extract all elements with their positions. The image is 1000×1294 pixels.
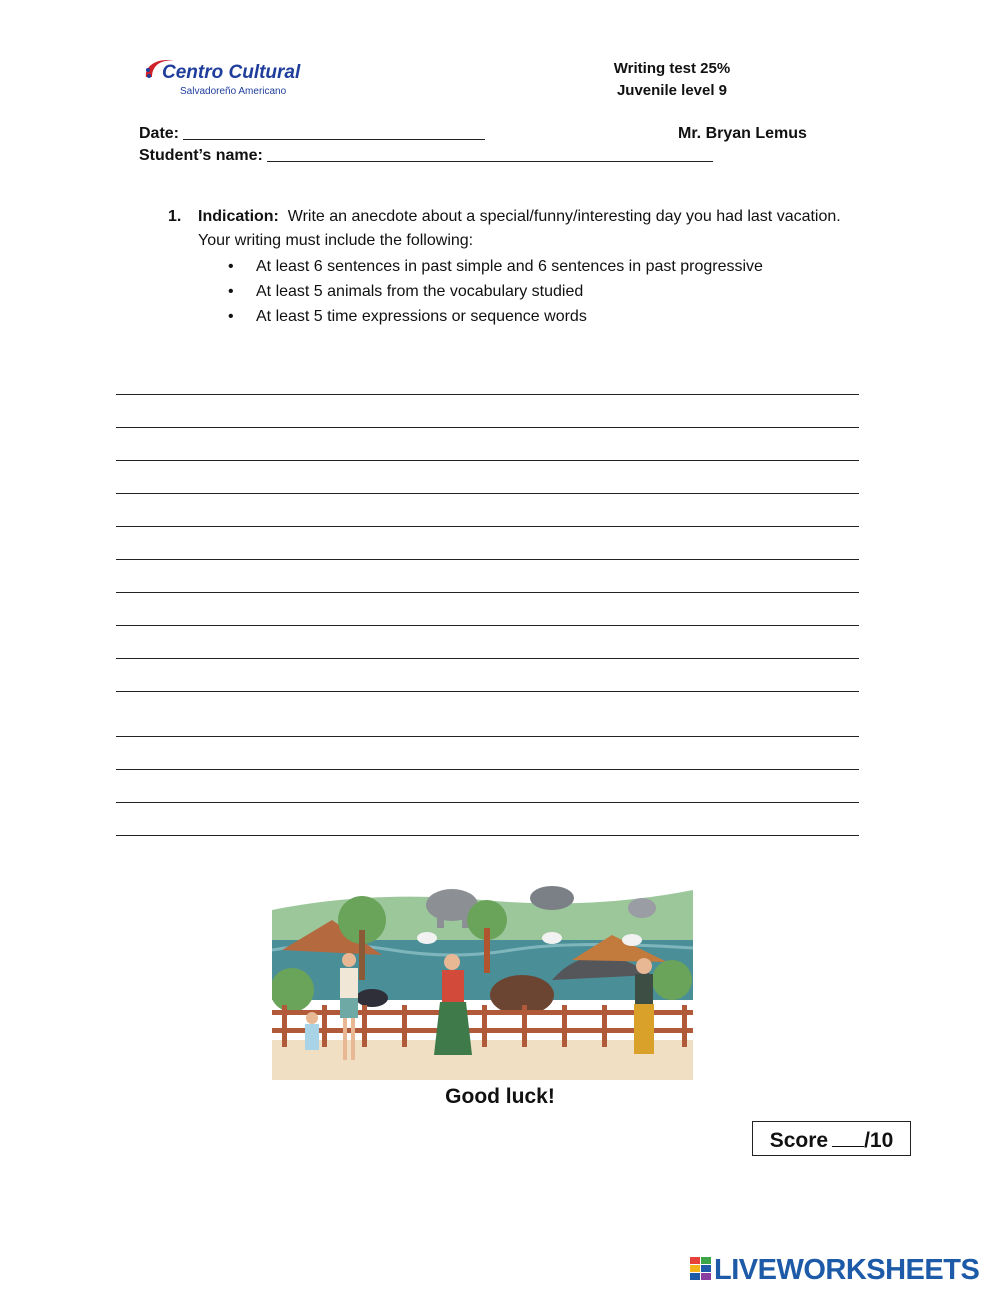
task-text: Write an anecdote about a special/funny/interesting day you had last vacation. Your writing must include the following: bbox=[198, 208, 841, 249]
writing-line[interactable] bbox=[116, 736, 859, 737]
test-title: Writing test 25% bbox=[613, 60, 731, 77]
liveworksheets-icon bbox=[690, 1257, 712, 1281]
test-level: Juvenile level 9 bbox=[616, 82, 728, 99]
date-field bbox=[139, 125, 485, 143]
requirements-list bbox=[228, 254, 848, 329]
school-logo bbox=[140, 55, 330, 100]
zoo-illustration bbox=[272, 880, 693, 1080]
writing-line[interactable] bbox=[116, 691, 859, 692]
brand-name: LIVEWORKSHEETS bbox=[714, 1254, 980, 1286]
writing-line[interactable] bbox=[116, 394, 859, 395]
writing-line[interactable] bbox=[116, 592, 859, 593]
requirement-item: • At least 5 animals from the vocabulary studied bbox=[228, 279, 848, 304]
writing-line[interactable] bbox=[116, 526, 859, 527]
writing-line[interactable] bbox=[116, 769, 859, 770]
teacher-name: Mr. Bryan Lemus bbox=[678, 125, 807, 142]
date-input-line[interactable] bbox=[183, 125, 485, 140]
closing-message: Good luck! bbox=[445, 1085, 555, 1108]
student-name-input-line[interactable] bbox=[267, 147, 713, 162]
score-total: /10 bbox=[864, 1129, 894, 1152]
task-instructions bbox=[168, 205, 848, 329]
date-label: Date: bbox=[139, 125, 180, 142]
logo-name: Centro Cultural bbox=[162, 62, 301, 83]
writing-line[interactable] bbox=[116, 493, 859, 494]
requirement-item: • At least 6 sentences in past simple and 6 sentences in past progressive bbox=[228, 254, 848, 279]
writing-line[interactable] bbox=[116, 625, 859, 626]
student-name-field bbox=[139, 147, 713, 165]
score-label: Score bbox=[769, 1129, 829, 1152]
logo-subtitle: Salvadoreño Americano bbox=[180, 86, 287, 97]
writing-line[interactable] bbox=[116, 559, 859, 560]
requirement-item: • At least 5 time expressions or sequence words bbox=[228, 304, 848, 329]
writing-line[interactable] bbox=[116, 427, 859, 428]
zoo-scene-image bbox=[272, 880, 693, 1080]
writing-line[interactable] bbox=[116, 460, 859, 461]
task-label: Indication: bbox=[198, 208, 279, 225]
writing-line[interactable] bbox=[116, 802, 859, 803]
score-box bbox=[752, 1121, 911, 1156]
writing-line[interactable] bbox=[116, 658, 859, 659]
student-name-label: Student’s name: bbox=[139, 147, 263, 164]
writing-line[interactable] bbox=[116, 835, 859, 836]
task-number: 1. bbox=[168, 208, 182, 225]
score-blank[interactable] bbox=[832, 1132, 864, 1147]
